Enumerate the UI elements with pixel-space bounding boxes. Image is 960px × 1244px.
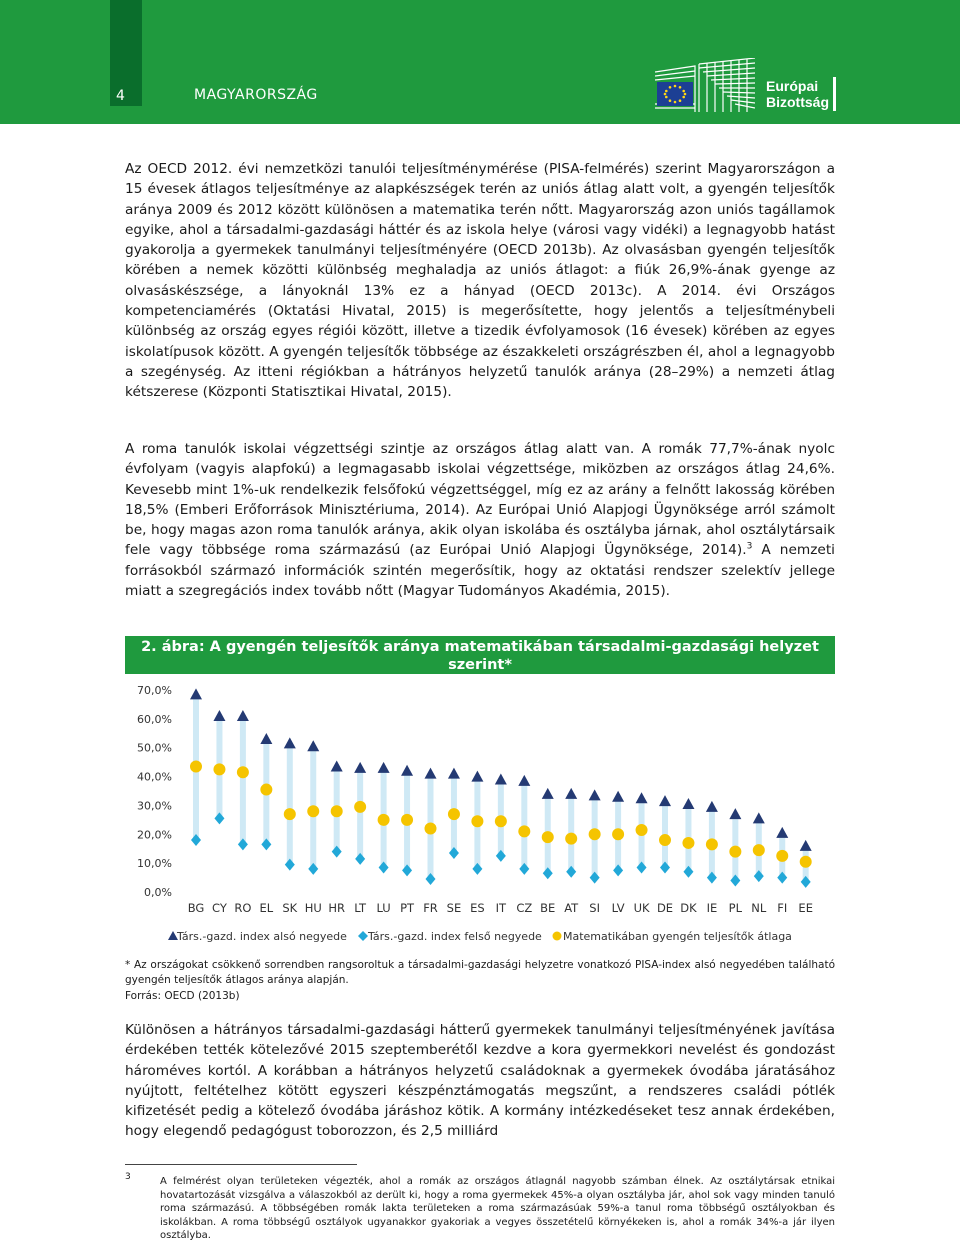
y-tick-label: 40,0% (137, 770, 172, 784)
point-low-quartile (237, 710, 249, 721)
x-tick-label: FR (423, 901, 438, 915)
point-high-quartile (285, 859, 295, 871)
paragraph-roma (125, 439, 835, 601)
x-tick-label: ES (470, 901, 485, 915)
x-tick-label: BG (187, 901, 205, 915)
point-average (753, 844, 765, 856)
point-average (260, 784, 272, 796)
paragraph-early-childhood: Különösen a hátrányos társadalmi-gazdasági hátterű gyermekek tanulmányi teljesítményének javítása érdekében tették kötelezővé 2015 szeptemberétől kezdve a kora gyermekkori nevelést és gondozást hároméves kortól. A korábban a hátrányos helyzetű családoknak a gyermekek óvodába járatásához nyújtott, feltételhez kötött egyszeri készpénztámogatás megszűnt, a rendszeres családi pótlék kifizetését pedig a kötelező óvodába járáshoz kötik. A kormány intézkedéseket tesz annak érdekében, hogy elegendő pedagógust toborozzon, és 2,5 milliárd (125, 1022, 835, 1140)
x-tick-label: IE (706, 901, 718, 915)
y-tick-label: 50,0% (137, 741, 172, 755)
point-low-quartile (636, 792, 648, 803)
logo-line-2: Bizottság (766, 94, 829, 110)
point-average (659, 834, 671, 846)
x-tick-label: DK (680, 901, 697, 915)
page-number: 4 (116, 88, 125, 104)
x-tick-label: PT (400, 901, 415, 915)
point-high-quartile (332, 846, 342, 858)
point-low-quartile (495, 773, 507, 784)
point-average (776, 850, 788, 862)
point-low-quartile (753, 812, 765, 823)
point-low-quartile (682, 798, 694, 809)
point-average (706, 838, 718, 850)
point-high-quartile (402, 864, 412, 876)
point-low-quartile (448, 768, 460, 779)
footnote-separator (125, 1164, 357, 1165)
y-tick-label: 20,0% (137, 828, 172, 842)
y-tick-label: 30,0% (137, 799, 172, 813)
point-high-quartile (637, 861, 647, 873)
point-low-quartile (518, 775, 530, 786)
point-low-quartile (213, 710, 225, 721)
point-average (401, 814, 413, 826)
point-high-quartile (379, 861, 389, 873)
point-average (213, 763, 225, 775)
point-low-quartile (729, 808, 741, 819)
y-tick-label: 60,0% (137, 712, 172, 726)
y-tick-label: 0,0% (144, 886, 172, 899)
x-tick-label: BE (540, 901, 556, 915)
point-high-quartile (496, 850, 506, 862)
point-high-quartile (590, 872, 600, 884)
point-low-quartile (659, 795, 671, 806)
point-high-quartile (566, 866, 576, 878)
chart-note: * Az országokat csökkenő sorrendben rangsoroltuk a társadalmi-gazdasági helyzetre vonatkozó PISA-index alsó negyedében található gyengén teljesítők átlagos aránya alapján. (125, 959, 835, 986)
point-high-quartile (214, 812, 224, 824)
point-average (612, 828, 624, 840)
point-average (589, 828, 601, 840)
point-average (190, 760, 202, 772)
footnote-reference: 3 (746, 541, 753, 552)
point-high-quartile (543, 867, 553, 879)
point-average (378, 814, 390, 826)
point-high-quartile (730, 874, 740, 886)
point-low-quartile (471, 771, 483, 782)
logo-divider (833, 77, 836, 111)
point-low-quartile (706, 801, 718, 812)
point-average (448, 808, 460, 820)
paragraph-roma-text: A roma tanulók iskolai végzettségi szintje az országos átlag alatt van. A romák 77,7%-ának nyolc évfolyam (vagyis alapfokú) a legmagasabb iskolai végzettsége, miközben az országos átlag 24,6%. Kevesebb mint 1%-uk rendelkezik felsőfokú végzettséggel, míg ez az arány a felnőtt lakosság körében 18,5% (Emberi Erőforrások Minisztériuma, 2014). Az Európai Unió Alapjogi Ügynöksége arról számolt be, hogy magas azon roma tanulók aránya, akik olyan iskolába és osztályba járnak, ahol osztálytársaik fele vagy többsége roma származású (az Európai Unió Alapjogi Ügynöksége, 2014). (125, 441, 835, 559)
point-average (565, 833, 577, 845)
legend-low-label: Társ.-gazd. index alsó negyede (177, 930, 347, 943)
point-average (729, 846, 741, 858)
page-number-tab (110, 0, 142, 106)
point-high-quartile (801, 876, 811, 888)
point-low-quartile (425, 768, 437, 779)
x-tick-label: NL (751, 901, 767, 915)
point-average (518, 825, 530, 837)
point-average (307, 805, 319, 817)
x-tick-label: LV (611, 901, 625, 915)
point-low-quartile (589, 789, 601, 800)
chart-plot (0, 676, 960, 952)
x-tick-label: IT (495, 901, 507, 915)
point-high-quartile (191, 834, 201, 846)
chart-source: Forrás: OECD (2013b) (125, 990, 240, 1002)
x-tick-label: SK (282, 901, 298, 915)
point-low-quartile (542, 788, 554, 799)
point-high-quartile (238, 838, 248, 850)
point-average (682, 837, 694, 849)
x-tick-label: EE (798, 901, 813, 915)
point-high-quartile (519, 863, 529, 875)
point-low-quartile (378, 762, 390, 773)
legend-high-label: Társ.-gazd. index felső negyede (368, 930, 542, 943)
point-high-quartile (683, 866, 693, 878)
paragraph-roma-text-end: A nemzeti forrásokból származó információk szintén megerősítik, hogy az oktatási rendszer szelektív jellege miatt a szegregációs index tovább nőtt (Magyar Tudományos Akadémia, 2015). (125, 542, 835, 600)
footnote-text: A felmérést olyan területeken végezték, ahol a romák az országos átlagnál nagyobb számban élnek. Az osztálytársak etnikai hovatartozását vizsgálva a válaszokból az derült ki, hogy a roma gyermekek 45%-a olyan osztályba jár, ahol sok vagy minden tanuló roma származású. A többségében romák lakta területeken a roma származásúak 59%-a tanul roma többségű osztályokban és iskolákban. A roma többségű osztályok ugyanakkor gyakoriak a vegyes összetételű környékeken is, ahol a romák 34%-a jár ilyen osztályba. (160, 1176, 835, 1242)
x-tick-label: DE (656, 901, 674, 915)
x-tick-label: LU (376, 901, 391, 915)
footnote-mark: 3 (125, 1172, 131, 1182)
ec-logo-text (766, 78, 829, 110)
point-low-quartile (190, 688, 202, 699)
page-header (0, 0, 960, 124)
point-high-quartile (308, 863, 318, 875)
point-high-quartile (472, 863, 482, 875)
point-low-quartile (284, 737, 296, 748)
point-high-quartile (261, 838, 271, 850)
point-average (237, 766, 249, 778)
point-high-quartile (660, 861, 670, 873)
point-low-quartile (354, 762, 366, 773)
point-low-quartile (800, 840, 812, 851)
legend-high-marker (358, 931, 368, 941)
point-average (331, 805, 343, 817)
point-high-quartile (355, 853, 365, 865)
chart-title: 2. ábra: A gyengén teljesítők aránya matematikában társadalmi-gazdasági helyzet szerint* (125, 636, 835, 674)
point-low-quartile (331, 760, 343, 771)
country-title: MAGYARORSZÁG (194, 87, 318, 103)
paragraph-pisa: Az OECD 2012. évi nemzetközi tanulói teljesítménymérése (PISA-felmérés) szerint Magyarországon a 15 évesek átlagos teljesítménye az alapkészségek terén az uniós átlag alatt volt, a gyengén teljesítők aránya 2009 és 2012 között különösen a matematika terén nőtt. Magyarország azon uniós tagállamok egyike, ahol a társadalmi-gazdasági háttér és az iskola helye (városi vagy vidéki) a legnagyobb hatást gyakorolja a gyermekek tanulmányi teljesítményére (OECD 2013b). Az olvasásban gyengén teljesítők körében a nemek közötti különbség meghaladja az uniós átlagot: a fiúk 26,9%-ának gyenge az olvasáskészsége, a lányoknál 13% ez a hányad (OECD 2013c). A 2014. évi Országos kompetenciamérés (Oktatási Hivatal, 2015) is megerősítette, hogy jelentős a teljesítménybeli különbség az ország egyes régiói között, illetve a tizedik évfolyamosok (16 évesek) körében az egyes iskolatípusok között. A gyengén teljesítők többsége az északkeleti országrészben él, ahol a legnagyobb a szegénység. Az itteni régiókban a hátrányos helyzetű tanulók aránya (28–29%) a nemzeti átlag kétszerese (Központi Statisztikai Hivatal, 2015). (125, 161, 835, 401)
x-tick-label: CZ (516, 901, 533, 915)
point-high-quartile (426, 873, 436, 885)
x-tick-label: CY (212, 901, 227, 915)
point-average (354, 801, 366, 813)
x-tick-label: UK (633, 901, 650, 915)
x-tick-label: LT (354, 901, 367, 915)
y-tick-label: 10,0% (137, 857, 172, 871)
point-low-quartile (307, 740, 319, 751)
x-tick-label: PL (728, 901, 743, 915)
point-low-quartile (565, 788, 577, 799)
point-average (471, 815, 483, 827)
point-average (495, 815, 507, 827)
point-high-quartile (777, 872, 787, 884)
point-high-quartile (449, 847, 459, 859)
x-tick-label: RO (234, 901, 252, 915)
x-tick-label: EL (259, 901, 274, 915)
logo-line-1: Európai (766, 78, 819, 94)
point-low-quartile (401, 765, 413, 776)
point-high-quartile (613, 864, 623, 876)
ec-logo-icon (655, 58, 755, 112)
point-average (800, 856, 812, 868)
x-tick-label: SE (446, 901, 462, 915)
point-low-quartile (612, 791, 624, 802)
y-tick-label: 70,0% (137, 684, 172, 697)
point-high-quartile (754, 870, 764, 882)
x-tick-label: HU (304, 901, 322, 915)
point-average (425, 823, 437, 835)
point-low-quartile (260, 733, 272, 744)
x-tick-label: SI (589, 901, 601, 915)
point-low-quartile (776, 827, 788, 838)
point-average (284, 808, 296, 820)
point-average (542, 831, 554, 843)
point-high-quartile (707, 872, 717, 884)
x-tick-label: AT (564, 901, 579, 915)
point-average (636, 824, 648, 836)
legend-avg-marker (553, 932, 562, 941)
x-tick-label: HR (328, 901, 346, 915)
legend-avg-label: Matematikában gyengén teljesítők átlaga (563, 930, 792, 943)
x-tick-label: FI (777, 901, 788, 915)
